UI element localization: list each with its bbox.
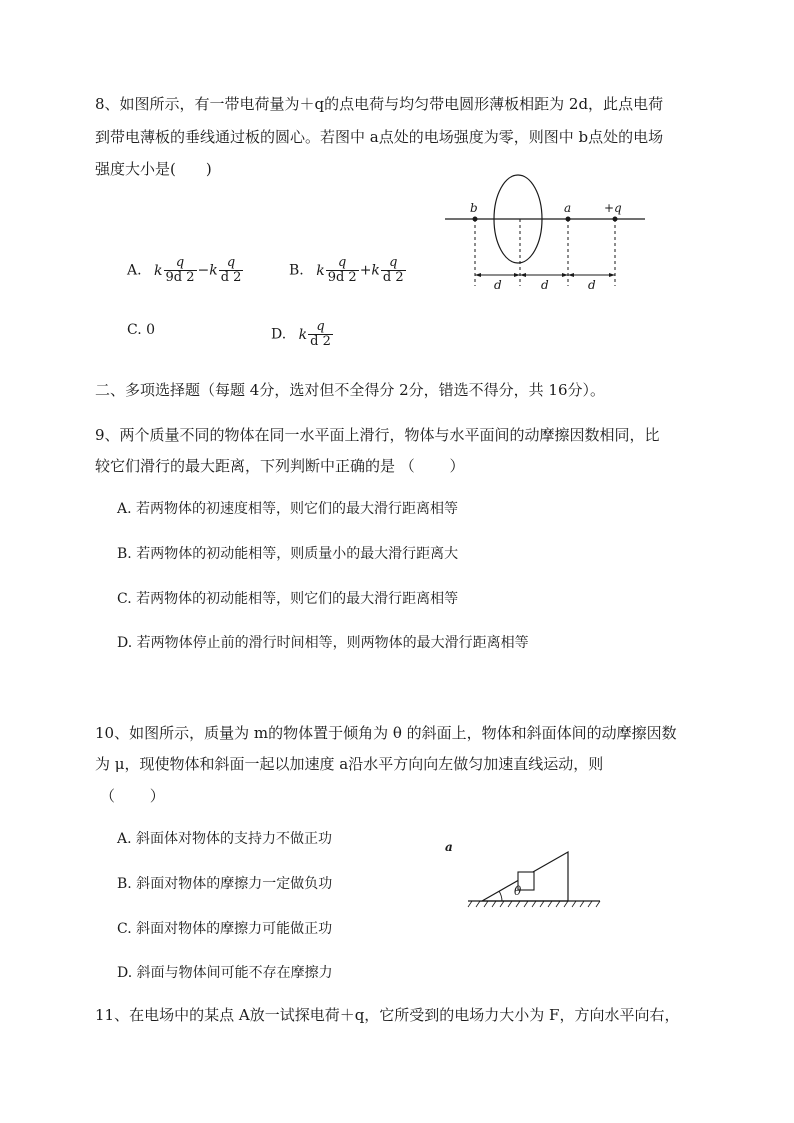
q10-option-c: C. 斜面对物体的摩擦力可能做正功 <box>117 921 333 937</box>
q9-option-d: D. 若两物体停止前的滑行时间相等，则两物体的最大滑行距离相等 <box>117 635 529 651</box>
q10-option-b: B. 斜面对物体的摩擦力一定做负功 <box>117 876 333 892</box>
q8-option-d-label: D. <box>271 326 287 343</box>
q10-figure <box>440 835 605 915</box>
q10-line-1: 10、如图所示，质量为 m的物体置于倾角为 θ 的斜面上，物体和斜面体间的动摩擦因数 <box>95 724 677 742</box>
q8-option-a-frac-2: $\frac{q}{d 2}$ <box>220 255 242 285</box>
q8-option-a-frac-1: $\frac{q}{9d 2}$ <box>165 255 195 285</box>
q8-option-c: C. 0 <box>127 322 156 338</box>
q8-label-d-3: d <box>588 278 596 292</box>
q8-figure <box>440 168 650 298</box>
q10-option-a: A. 斜面体对物体的支持力不做正功 <box>117 831 333 847</box>
q11-line-1: 11、在电场中的某点 A放一试探电荷＋q，它所受到的电场力大小为 F，方向水平向右， <box>95 1006 680 1024</box>
q9-option-a: A. 若两物体的初速度相等，则它们的最大滑行距离相等 <box>117 501 459 517</box>
q8-option-a-label: A. <box>127 262 142 279</box>
q8-label-d-1: d <box>494 278 502 292</box>
q10-label-a: a <box>445 840 453 854</box>
q8-label-d-2: d <box>541 278 549 292</box>
q8-label-plus-q: +q <box>604 201 622 215</box>
q8-option-b: B. k $\frac{q}{9d 2}$ +k $\frac{q}{d 2}$ <box>289 255 404 285</box>
q10-ground-hatch <box>468 901 600 907</box>
q10-line-2: 为 μ，现使物体和斜面一起以加速度 a沿水平方向向左做匀加速直线运动，则 <box>95 755 604 773</box>
q10-line-3: （ ） <box>100 787 165 805</box>
q8-option-a: A. k $\frac{q}{9d 2}$ −k $\frac{q}{d 2}$ <box>127 255 242 285</box>
q8-option-d-frac: $\frac{q}{d 2}$ <box>310 319 331 349</box>
q9-line-1: 9、两个质量不同的物体在同一水平面上滑行，物体与水平面间的动摩擦因数相同，比 <box>95 426 660 444</box>
q8-line-1: 8、如图所示，有一带电荷量为＋q的点电荷与均匀带电圆形薄板相距为 2d，此点电荷 <box>95 95 664 113</box>
q8-option-b-frac-1: $\frac{q}{9d 2}$ <box>327 255 357 285</box>
q8-label-a: a <box>564 201 572 215</box>
q8-line-2: 到带电薄板的垂线通过板的圆心。若图中 a点处的电场强度为零，则图中 b点处的电场 <box>95 128 664 146</box>
q8-line-3: 强度大小是( ) <box>95 160 212 178</box>
q9-option-c: C. 若两物体的初动能相等，则它们的最大滑行距离相等 <box>117 591 459 607</box>
q8-option-b-label: B. <box>289 262 304 279</box>
q8-option-d: D. k $\frac{q}{d 2}$ <box>271 319 331 349</box>
q9-line-2: 较它们滑行的最大距离，下列判断中正确的是 （ ） <box>95 457 465 475</box>
q10-option-d: D. 斜面与物体间可能不存在摩擦力 <box>117 965 333 981</box>
q8-label-b: b <box>470 201 478 215</box>
q10-label-theta: θ <box>514 884 522 898</box>
q9-option-b: B. 若两物体的初动能相等，则质量小的最大滑行距离大 <box>117 546 459 562</box>
section-2-heading: 二、多项选择题（每题 4分，选对但不全得分 2分，错选不得分，共 16分）。 <box>95 381 605 399</box>
q8-option-b-frac-2: $\frac{q}{d 2}$ <box>382 255 404 285</box>
q10-angle-arc <box>499 891 502 901</box>
